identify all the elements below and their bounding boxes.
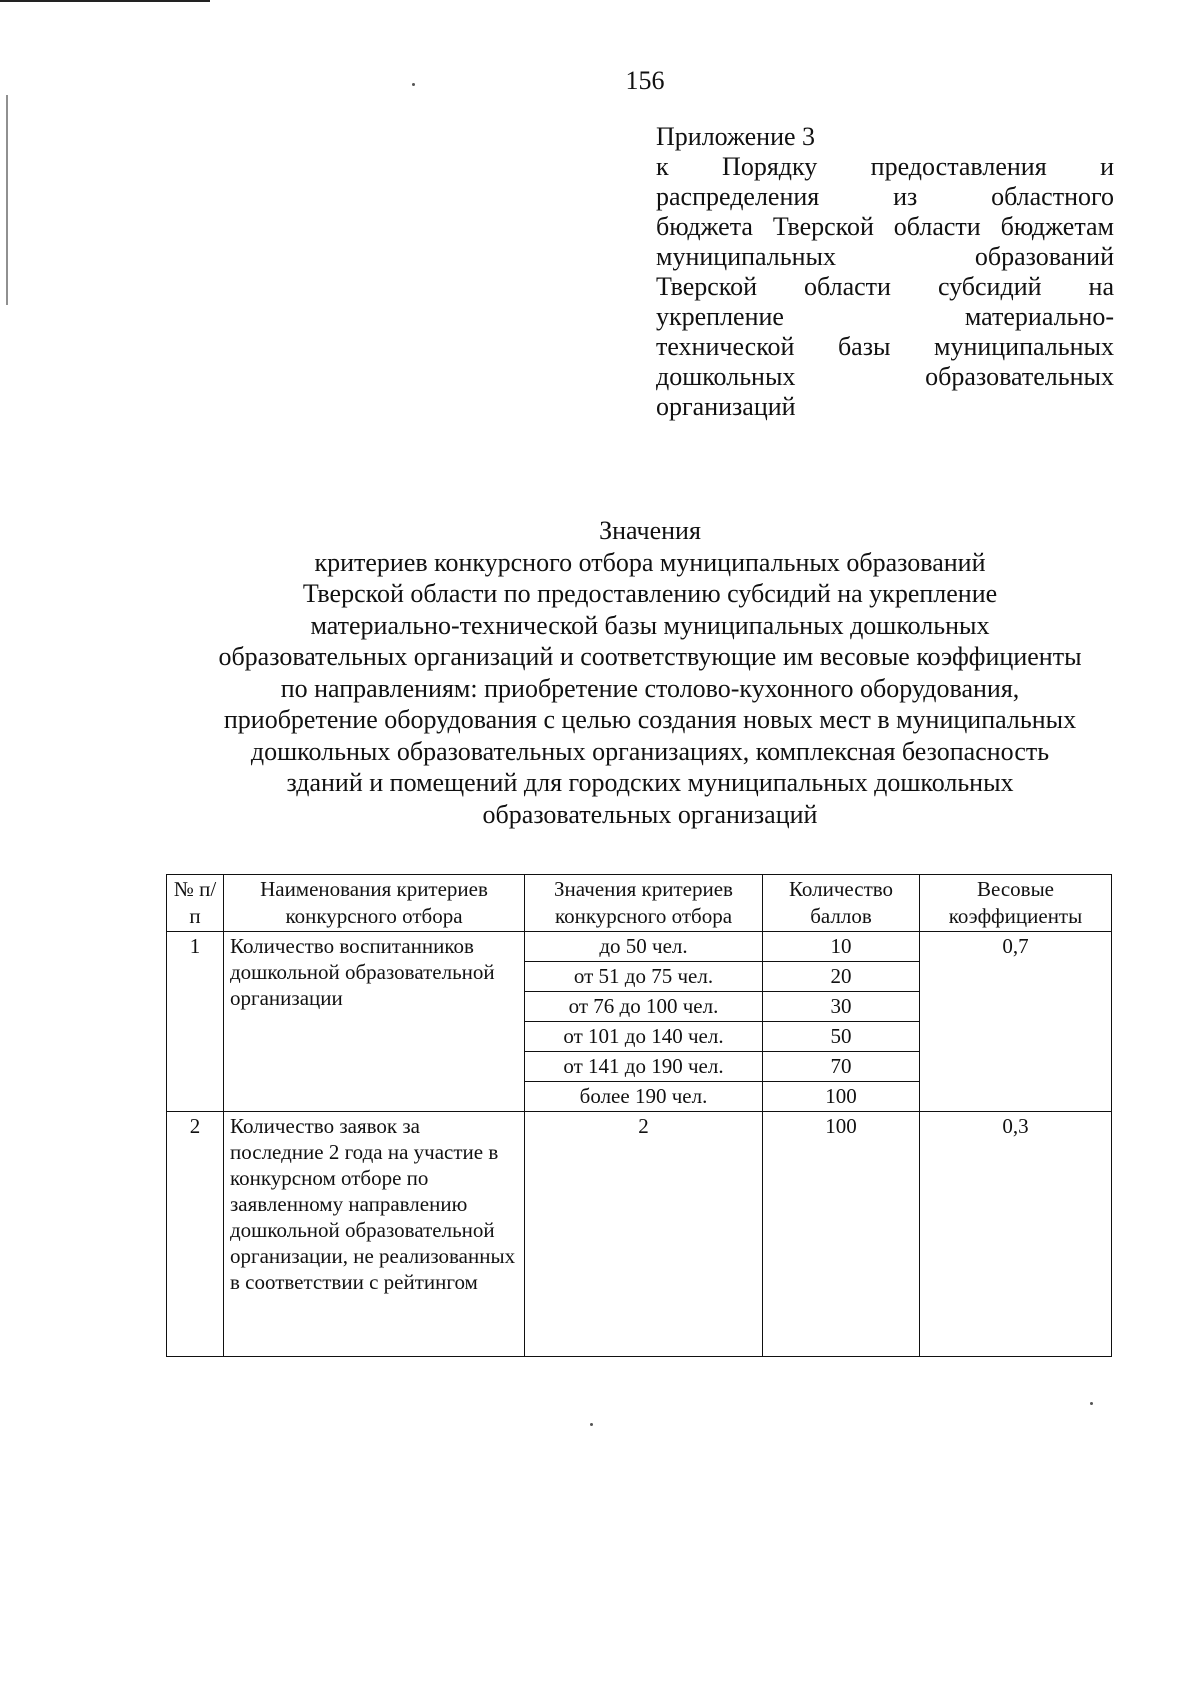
header-name: Наименования критериев конкурсного отбора (224, 875, 525, 932)
criterion-weight: 0,3 (920, 1112, 1112, 1357)
criterion-score: 70 (763, 1052, 920, 1082)
document-heading (150, 515, 1150, 830)
appendix-line: распределения из областного (656, 182, 1114, 211)
criterion-value: от 51 до 75 чел. (525, 962, 763, 992)
appendix-line: Тверской области субсидий на (656, 272, 1114, 301)
scan-speck (1090, 1402, 1093, 1405)
header-weight: Весовые коэффициенты (920, 875, 1112, 932)
criterion-score: 30 (763, 992, 920, 1022)
criterion-score: 10 (763, 932, 920, 962)
criterion-value: от 76 до 100 чел. (525, 992, 763, 1022)
criterion-value: от 141 до 190 чел. (525, 1052, 763, 1082)
row-num: 1 (167, 932, 224, 1112)
table-header-row (167, 875, 1112, 932)
appendix-line: технической базы муниципальных (656, 332, 1114, 361)
heading-line: образовательных организаций (482, 799, 818, 829)
criteria-table (166, 874, 1112, 1357)
heading-line: образовательных организаций и соответствующие им весовые коэффициенты (218, 642, 1082, 671)
header-num: № п/п (167, 875, 224, 932)
criterion-score: 20 (763, 962, 920, 992)
criterion-score: 100 (763, 1082, 920, 1112)
table-row (167, 1112, 1112, 1357)
scan-edge-line (6, 95, 8, 305)
criterion-value: 2 (525, 1112, 763, 1357)
heading-line: дошкольных образовательных организациях, комплексная безопасность (250, 736, 1050, 766)
criterion-score: 100 (763, 1112, 920, 1357)
appendix-line: к Порядку предоставления и (656, 152, 1114, 181)
criterion-name: Количество заявок за последние 2 года на участие в конкурсном отборе по заявленному направлению дошкольной образовательной организации, не реализованных в соответствии с рейтингом (224, 1112, 525, 1357)
heading-line: материально-технической базы муниципальных дошкольных (310, 610, 990, 640)
header-score: Количество баллов (763, 875, 920, 932)
header-values: Значения критериев конкурсного отбора (525, 875, 763, 932)
appendix-line: организаций (656, 392, 796, 421)
appendix-line: бюджета Тверской области бюджетам (656, 212, 1114, 241)
scan-speck (590, 1423, 593, 1426)
appendix-line: муниципальных образований (656, 242, 1114, 271)
heading-line: зданий и помещений для городских муниципальных дошкольных (286, 768, 1014, 797)
heading-line: критериев конкурсного отбора муниципальных образований (314, 547, 986, 577)
page-number: 156 (625, 66, 665, 95)
appendix-block (656, 122, 1114, 422)
heading-line: Тверской области по предоставлению субсидий на укрепление (302, 579, 998, 608)
criterion-value: более 190 чел. (525, 1082, 763, 1112)
appendix-line: дошкольных образовательных (656, 362, 1114, 391)
heading-title: Значения (599, 516, 701, 545)
row-num: 2 (167, 1112, 224, 1357)
criterion-score: 50 (763, 1022, 920, 1052)
criterion-weight: 0,7 (920, 932, 1112, 1112)
criterion-value: от 101 до 140 чел. (525, 1022, 763, 1052)
heading-line: приобретение оборудования с целью создания новых мест в муниципальных (223, 705, 1077, 734)
heading-line: по направлениям: приобретение столово-кухонного оборудования, (280, 673, 1020, 703)
appendix-title: Приложение 3 (656, 122, 816, 151)
criterion-name: Количество воспитанников дошкольной образовательной организации (224, 932, 525, 1112)
table-row (167, 932, 1112, 962)
scan-edge-line (0, 0, 210, 2)
appendix-line: укрепление материально- (656, 302, 1114, 331)
criterion-value: до 50 чел. (525, 932, 763, 962)
